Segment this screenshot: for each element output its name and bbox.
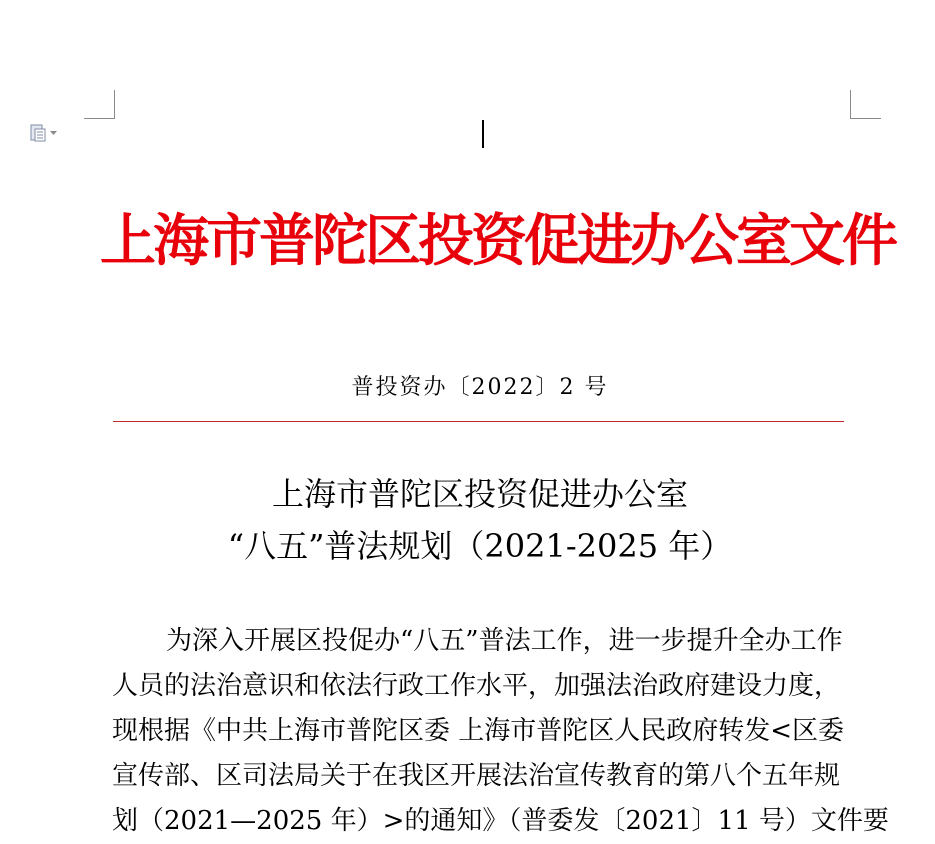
page-corner-mark-top-left bbox=[84, 90, 115, 119]
document-number: 普投资办〔2022〕2 号 bbox=[351, 375, 609, 400]
chevron-down-icon bbox=[50, 131, 57, 136]
document-title-line-2: “八五”普法规划（2021-2025 年） bbox=[227, 527, 733, 565]
body-text-line: 为深入开展区投促办“八五”普法工作，进一步提升全办工作 bbox=[166, 626, 843, 656]
body-text-line: 宣传部、区司法局关于在我区开展法治宣传教育的第八个五年规 bbox=[112, 761, 841, 791]
paste-options-button[interactable] bbox=[30, 123, 64, 143]
red-divider-line bbox=[113, 421, 844, 422]
body-text-line: 划（2021—2025 年）>的通知》（普委发〔2021〕11 号）文件要 bbox=[112, 806, 889, 836]
paste-options-icon bbox=[30, 124, 46, 142]
page-corner-mark-top-right bbox=[850, 90, 881, 119]
text-cursor bbox=[482, 120, 484, 148]
document-header-title: 上海市普陀区投资促进办公室文件 bbox=[100, 209, 895, 274]
body-text-line: 现根据《中共上海市普陀区委 上海市普陀区人民政府转发<区委 bbox=[112, 716, 845, 746]
body-text-line: 人员的法治意识和依法行政工作水平，加强法治政府建设力度， bbox=[112, 671, 841, 701]
document-title-line-1: 上海市普陀区投资促进办公室 bbox=[271, 475, 688, 513]
